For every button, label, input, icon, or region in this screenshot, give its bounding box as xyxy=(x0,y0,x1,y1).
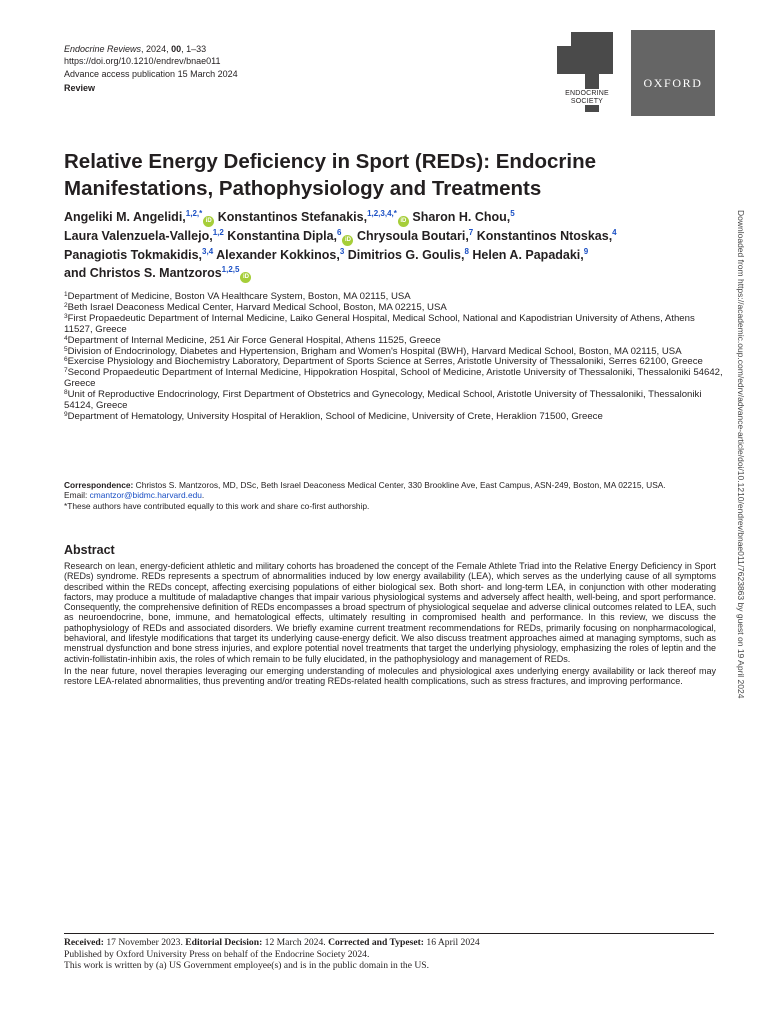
author-affiliation-marks[interactable]: 1,2,5 xyxy=(221,265,240,275)
author-affiliation-marks[interactable]: 5 xyxy=(510,209,515,218)
author xyxy=(64,266,251,280)
affiliation-number: 7 xyxy=(64,367,68,375)
orcid-icon[interactable]: iD xyxy=(203,216,214,227)
author-name: Chrysoula Boutari, xyxy=(356,229,469,243)
author-name: Konstantina Dipla, xyxy=(227,229,338,243)
author xyxy=(477,229,617,243)
citation-line: Endocrine Reviews, 2024, 00, 1–33 xyxy=(64,44,207,54)
affiliation-text: Department of Hematology, University Hospital of Heraklion, School of Medicine, University of Crete, Heraklion 71500, Greece xyxy=(67,410,603,422)
download-watermark xyxy=(736,210,748,820)
author xyxy=(357,229,473,243)
author-name: Dimitrios G. Goulis, xyxy=(347,248,465,262)
author-affiliation-marks[interactable]: 4 xyxy=(612,228,617,237)
dates-line: Received: 17 November 2023. Editorial Decision: 12 March 2024. Corrected and Typeset: 16 April 2024 xyxy=(64,937,480,948)
author-affiliation-marks[interactable]: 1,2 xyxy=(212,228,224,237)
author-name: and Christos S. Mantzoros xyxy=(64,266,222,281)
author-list xyxy=(64,208,714,283)
author-name: Angeliki M. Angelidi, xyxy=(64,210,186,224)
affiliation-text: Beth Israel Deaconess Medical Center, Harvard Medical School, Boston, MA 02215, USA xyxy=(67,301,447,313)
oxford-logo-text: OXFORD xyxy=(643,76,703,90)
author-affiliation-marks[interactable]: 6 xyxy=(337,228,342,237)
publication-footer xyxy=(64,937,724,972)
affiliation-list xyxy=(64,292,724,423)
affiliation xyxy=(64,390,724,412)
author-name: Alexander Kokkinos, xyxy=(216,248,340,262)
author xyxy=(412,210,514,224)
journal-name: Endocrine Reviews xyxy=(64,44,142,54)
affiliation-text: First Propaedeutic Department of Internal Medicine, Laiko General Hospital, Medical School, National and Kapodistrian University of Athens, Athens 11527, Greece xyxy=(64,312,695,335)
author xyxy=(227,229,353,243)
email-link[interactable]: cmantzor@bidmc.harvard.edu xyxy=(89,490,202,501)
affiliation-text: Division of Endocrinology, Diabetes and Hypertension, Brigham and Women's Hospital (BWH), Harvard Medical School, Boston, MA 02115, USA xyxy=(67,345,682,357)
author-name: Panagiotis Tokmakidis, xyxy=(64,248,203,262)
author xyxy=(64,210,214,224)
author-name: Konstantinos Stefanakis, xyxy=(217,210,368,224)
article-type: Review xyxy=(64,83,96,94)
orcid-icon[interactable]: iD xyxy=(240,272,251,283)
author xyxy=(348,248,469,262)
author xyxy=(218,210,409,224)
author-name: Konstantinos Ntoskas, xyxy=(476,229,613,243)
author-affiliation-marks[interactable]: 3 xyxy=(339,247,345,256)
author-affiliation-marks[interactable]: 3,4 xyxy=(202,247,214,256)
author xyxy=(64,248,213,262)
affiliation xyxy=(64,368,724,390)
affiliation-text: Exercise Physiology and Biochemistry Laboratory, Department of Sports Science at Serres, Aristotle University of Thessaloniki, Serres 62100, Greece xyxy=(67,356,703,368)
author xyxy=(472,248,588,262)
correspondence-text: Christos S. Mantzoros, MD, DSc, Beth Israel Deaconess Medical Center, 330 Brookline Ave, East Campus, ASN-249, Boston, MA 02215, USA. xyxy=(133,480,666,490)
author-affiliation-marks[interactable]: 9 xyxy=(583,247,589,256)
affiliation-number: 4 xyxy=(64,334,68,342)
author xyxy=(216,248,344,262)
abstract-body xyxy=(64,561,716,687)
co-first-author-note: *These authors have contributed equally to this work and share co-first authorship. xyxy=(64,500,370,511)
oxford-logo xyxy=(631,30,715,116)
publisher-line: Published by Oxford University Press on behalf of the Endocrine Society 2024. xyxy=(64,948,370,960)
affiliation xyxy=(64,314,724,336)
correspondence-block: Correspondence: Christos S. Mantzoros, MD, DSc, Beth Israel Deaconess Medical Center, 330 Brookline Ave, East Campus, ASN-249, Boston, MA 02215, USA. Email: cmantzor@bidmc.harvard.edu. *These authors have contributed equally to this work and share co-first authorship. xyxy=(64,480,724,511)
abstract-paragraph: In the near future, novel therapies leveraging our emerging understanding of molecules and physiological axes underlying energy availability or lack thereof may restore LEA-related abnormalities, thus preventing and/or treating REDs-related health complications, such as stress fractures, and improving performance. xyxy=(64,665,716,687)
orcid-icon[interactable]: iD xyxy=(342,235,353,246)
author-affiliation-marks[interactable]: 1,2,* xyxy=(185,209,203,218)
footer-divider xyxy=(64,933,714,934)
author-name: Sharon H. Chou, xyxy=(412,210,511,224)
affiliation-number: 6 xyxy=(64,356,68,364)
affiliation xyxy=(64,412,724,423)
download-watermark-text: Downloaded from https://academic.oup.com/edrv/advance-article/doi/10.1210/endrev/bnae011/7623863 by guest on 19 April 2024 xyxy=(736,210,746,699)
affiliation-number: 2 xyxy=(64,301,68,309)
affiliation-number: 8 xyxy=(64,389,68,397)
author-name: Helen A. Papadaki, xyxy=(472,248,584,262)
affiliation-number: 5 xyxy=(64,345,68,353)
author xyxy=(64,229,224,243)
article-title: Relative Energy Deficiency in Sport (REDs): Endocrine Manifestations, Pathophysiology and Treatments xyxy=(64,150,596,200)
author-affiliation-marks[interactable]: 7 xyxy=(468,228,474,237)
advance-access: Advance access publication 15 March 2024 xyxy=(64,68,238,79)
abstract-heading: Abstract xyxy=(64,543,115,557)
affiliation-number: 3 xyxy=(64,312,68,320)
affiliation-number: 9 xyxy=(64,410,68,418)
license-line: This work is written by (a) US Government employee(s) and is in the public domain in the US. xyxy=(64,960,430,972)
author-affiliation-marks[interactable]: 1,2,3,4,* xyxy=(367,209,397,218)
society-logo-text: ENDOCRINE SOCIETY xyxy=(557,89,617,105)
journal-meta xyxy=(64,43,238,95)
affiliation-text: Unit of Reproductive Endocrinology, First Department of Obstetrics and Gynecology, Medical School, Aristotle University of Thessaloniki, Thessaloniki 54124, Greece xyxy=(64,389,702,412)
correspondence-label: Correspondence: xyxy=(64,480,134,490)
affiliation-text: Second Propaedeutic Department of Internal Medicine, Hippokration Hospital, School of Medicine, Aristotle University of Thessaloniki, Thessaloniki 54642, Greece xyxy=(64,367,723,390)
orcid-icon[interactable]: iD xyxy=(398,216,409,227)
affiliation-number: 1 xyxy=(64,291,68,298)
endocrine-society-logo xyxy=(557,30,619,118)
author-affiliation-marks[interactable]: 8 xyxy=(464,247,469,256)
author-name: Laura Valenzuela-Vallejo, xyxy=(64,229,213,243)
abstract-paragraph: Research on lean, energy-deficient athletic and military cohorts has broadened the concept of the Female Athlete Triad into the Relative Energy Deficiency in Sport (REDs) syndrome. REDs represents a spectrum of abnormalities induced by low energy availability (LEA), which serves as the underlying cause of all symptoms described within the REDs concept, affecting exercising populations of either biological sex. Both short- and long-term LEA, in conjunction with other moderating factors, may produce a multitude of maladaptive changes that impair various physiological systems and adversely affect health, well-being, and sport performance. Consequently, the comprehensive definition of REDs encompasses a broad spectrum of physiological sequelae and adverse clinical outcomes related to LEA, such as neuroendocrine, bone, immune, and hematological effects, ultimately resulting in compromised health and performance. In this review, we discuss the pathophysiology of REDs and associated disorders. We briefly examine current treatment recommendations for REDs, primarily focusing on nonpharmacological, behavioral, and lifestyle modifications that target its underlying cause-energy deficit. We also discuss treatment approaches aimed at managing symptoms, such as menstrual dysfunction and bone stress injuries, and explore potential novel treatments that target the underlying physiology, emphasizing the roles of leptin and the activin-follistatin-inhibin axis, the roles of which remain to be fully elucidated, in the pathophysiology and management of REDs. xyxy=(64,561,716,664)
affiliation-text: Department of Medicine, Boston VA Healthcare System, Boston, MA 02115, USA xyxy=(67,291,411,302)
doi-link[interactable]: https://doi.org/10.1210/endrev/bnae011 xyxy=(64,56,221,67)
affiliation-text: Department of Internal Medicine, 251 Air Force General Hospital, Athens 11525, Greece xyxy=(67,334,441,346)
